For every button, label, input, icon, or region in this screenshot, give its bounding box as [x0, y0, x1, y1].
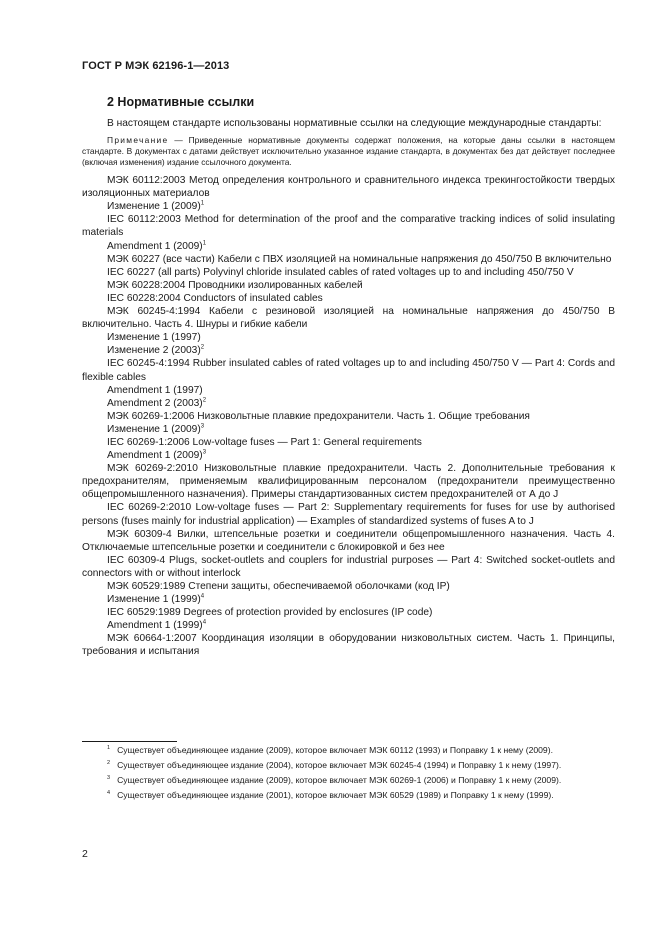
footnote-text: Существует объединяющее издание (2009), которое включает МЭК 60269-1 (2006) и Поправку 1 к нему (2009). [117, 775, 562, 786]
reference-item [82, 174, 615, 200]
reference-item [82, 279, 615, 292]
reference-item [82, 462, 615, 501]
standard-header: ГОСТ Р МЭК 62196-1—2013 [82, 60, 230, 72]
footnote-ref: 3 [202, 449, 207, 456]
reference-item [82, 606, 615, 619]
reference-item [82, 501, 615, 527]
reference-text: IEC 60309-4 Plugs, socket-outlets and couplers for industrial purposes — Part 4: Switched socket-outlets and connectors with or without interlock [82, 554, 615, 579]
reference-text: Изменение 1 (1999) [107, 594, 201, 606]
footnote-mark: 4 [107, 790, 111, 797]
reference-item [82, 423, 615, 436]
reference-text: МЭК 60112:2003 Метод определения контрольного и сравнительного индекса трекингостойкости твердых изоляционных материалов [82, 175, 615, 200]
reference-text: МЭК 60269-1:2006 Низковольтные плавкие предохранители. Часть 1. Общие требования [107, 410, 530, 422]
footnote-item [82, 790, 615, 801]
reference-text: Изменение 1 (2009) [107, 201, 201, 213]
reference-item [82, 331, 615, 344]
reference-text: МЭК 60529:1989 Степени защиты, обеспечиваемой оболочками (код IP) [107, 581, 450, 592]
reference-item [82, 397, 615, 410]
reference-text: Изменение 1 (1997) [107, 332, 201, 344]
reference-text: IEC 60529:1989 Degrees of protection provided by enclosures (IP code) [107, 607, 433, 619]
footnote-ref: 4 [200, 593, 205, 600]
reference-item [82, 253, 615, 266]
reference-item [82, 357, 615, 383]
footnote-text: Существует объединяющее издание (2001), которое включает МЭК 60529 (1989) и Поправку 1 к нему (1999). [117, 790, 554, 801]
footnotes [82, 745, 615, 805]
footnote-item [82, 760, 615, 771]
footnote-ref: 4 [202, 619, 207, 626]
footnote-text: Существует объединяющее издание (2004), которое включает МЭК 60245-4 (1994) и Поправку 1 к нему (1997). [117, 760, 562, 771]
section-title: 2 Нормативные ссылки [107, 95, 255, 109]
page-number: 2 [82, 848, 88, 860]
reference-text: Amendment 1 (2009) [107, 240, 203, 252]
reference-item [82, 449, 615, 462]
reference-item [82, 410, 615, 423]
reference-text: Amendment 2 (2003) [107, 397, 203, 409]
footnote-ref: 1 [202, 240, 207, 247]
reference-text: Amendment 1 (1997) [107, 384, 203, 396]
reference-item [82, 213, 615, 239]
normative-references [82, 117, 615, 659]
reference-item [82, 200, 615, 213]
reference-text: IEC 60245-4:1994 Rubber insulated cables of rated voltages up to and including 450/750 V — Part 4: Cords and flexible cables [82, 358, 615, 383]
footnote-mark: 2 [107, 760, 111, 767]
footnote-item [82, 745, 615, 756]
footnote-ref: 2 [202, 397, 207, 404]
reference-item [82, 554, 615, 580]
footnote-ref: 3 [200, 423, 205, 430]
footnote-ref: 2 [200, 344, 205, 351]
intro-paragraph: В настоящем стандарте использованы нормативные ссылки на следующие международные стандарты: [107, 118, 602, 129]
note-text: — Приведенные нормативные документы содержат положения, на которые даны ссылки в настоящем стандарте. В документах с датами действует исключительно указанное издание стандарта, в документах без дат действует последнее (включая изменения) издание ссылочного документа. [82, 135, 615, 168]
footnote-mark: 3 [107, 775, 111, 782]
reference-list [82, 174, 615, 658]
footnote-mark: 1 [107, 745, 111, 752]
reference-text: IEC 60112:2003 Method for determination of the proof and the comparative tracking indices of solid insulating materials [82, 214, 615, 239]
reference-text: IEC 60228:2004 Conductors of insulated cables [107, 292, 323, 304]
reference-text: МЭК 60269-2:2010 Низковольтные плавкие предохранители. Часть 2. Дополнительные требования к предохранителям, применяемым квалифицированным персоналом (предохранители преимущественно общепромышленного назначения). Примеры стандартизованных систем предохранителей от А до J [82, 463, 615, 501]
reference-text: Изменение 1 (2009) [107, 423, 201, 435]
reference-text: МЭК 60245-4:1994 Кабели с резиновой изоляцией на номинальные напряжения до 450/750 В включительно. Часть 4. Шнуры и гибкие кабели [82, 306, 615, 331]
reference-item [82, 436, 615, 449]
reference-text: IEC 60227 (all parts) Polyvinyl chloride insulated cables of rated voltages up to and including 450/750 V [107, 266, 574, 278]
reference-text: Изменение 2 (2003) [107, 345, 201, 357]
note-paragraph [82, 135, 615, 168]
reference-text: МЭК 60228:2004 Проводники изолированных кабелей [107, 279, 363, 291]
reference-item [82, 632, 615, 658]
footnote-divider [82, 741, 177, 742]
footnote-text: Существует объединяющее издание (2009), которое включает МЭК 60112 (1993) и Поправку 1 к нему (2009). [117, 745, 553, 755]
footnote-item [82, 775, 615, 786]
reference-text: IEC 60269-1:2006 Low-voltage fuses — Part 1: General requirements [107, 436, 422, 448]
reference-item [82, 580, 615, 593]
reference-text: IEC 60269-2:2010 Low-voltage fuses — Part 2: Supplementary requirements for fuses for use by authorised persons (fuses mainly for industrial application) — Examples of standardized systems of fuses A to J [82, 502, 615, 527]
reference-text: МЭК 60227 (все части) Кабели с ПВХ изоляцией на номинальные напряжения до 450/750 В включительно [107, 253, 612, 265]
reference-item [82, 619, 615, 632]
reference-item [82, 266, 615, 279]
reference-item [82, 305, 615, 331]
footnote-ref: 1 [200, 200, 205, 207]
reference-item [82, 528, 615, 554]
reference-item [82, 240, 615, 253]
reference-item [82, 344, 615, 357]
reference-item [82, 384, 615, 397]
reference-item [82, 292, 615, 305]
reference-text: Amendment 1 (2009) [107, 450, 203, 462]
reference-item [82, 593, 615, 606]
note-label: Примечание [107, 135, 169, 146]
reference-text: МЭК 60664-1:2007 Координация изоляции в оборудовании низковольтных систем. Часть 1. Принципы, требования и испытания [82, 633, 615, 658]
reference-text: Amendment 1 (1999) [107, 620, 203, 632]
reference-text: МЭК 60309-4 Вилки, штепсельные розетки и соединители общепромышленного назначения. Часть 4. Отключаемые штепсельные розетки и соединители с блокировкой и без нее [82, 528, 615, 553]
